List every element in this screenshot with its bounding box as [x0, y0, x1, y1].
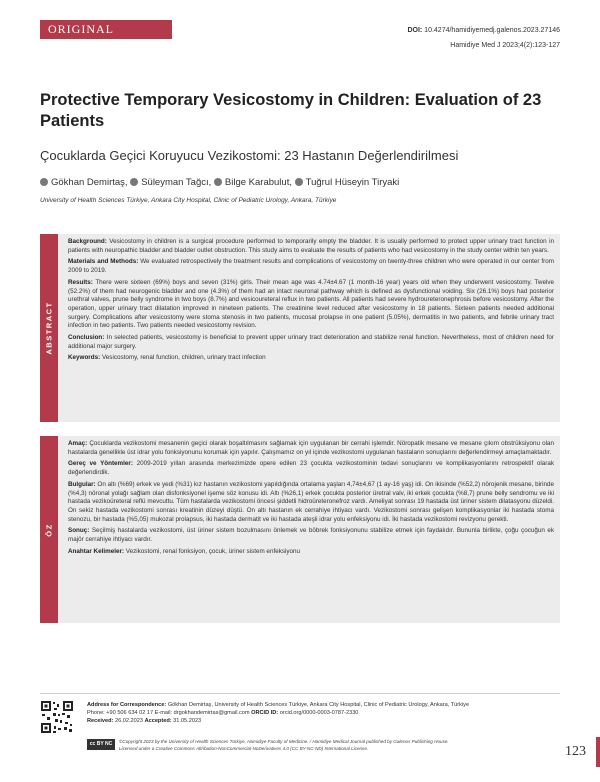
qr-code-icon[interactable] [40, 700, 74, 734]
oz-yontem: Gereç ve Yöntemler: 2009-2019 yılları arasında merkezimizde opere edilen 23 çocukta vezikostominin tedavi sonuçlarını ve komplikasyonlarını retrospektif olarak değerlendirdik. [68, 460, 555, 477]
oz-amac: Amaç: Çocuklarda vezikostomi mesanenin geçici olarak boşaltılmasını sağlamak için uygulanan bir cerrahi işlemdir. Nöropatik mesane ve mesane çıkım obstrüksiyonu olan hastalarda genellikle üst idrar yolu fonksiyonunu korumak için yapılır. Çalışmamız on yıl içinde vezikostomi uygulanan hastaların sonuçlarını değerlendirmeyi amaçlamaktadır. [68, 440, 555, 456]
author-name: Bilge Karabulut, [224, 177, 292, 188]
doi-link[interactable]: 10.4274/hamidiyemedj.galenos.2023.27146 [424, 27, 560, 34]
abstract-background: Background: Vesicostomy in children is a surgical procedure performed to temporarily empty the bladder. It is usually performed to protect upper urinary tract function in patients with neuropathic bladder and bladder outlet obstruction. This study aims to evaluate the results of patients who had vesicostomy in the study center within ten years. [68, 238, 554, 254]
author-name: Tuğrul Hüseyin Tiryaki [305, 177, 400, 188]
abstract-conclusion: Conclusion: In selected patients, vesicostomy is beneficial to prevent upper urinary tract deterioration and stabilize renal function. Nevertheless, most of children need for additional major surgery. [68, 334, 555, 350]
abstract-label: ABSTRACT [44, 301, 54, 355]
orcid-icon[interactable] [295, 178, 303, 186]
orcid-link[interactable]: orcid.org/0000-0003-0787-2330 [279, 710, 359, 717]
doi-line: DOI: 10.4274/hamidiyemedj.galenos.2023.27146 [407, 27, 560, 34]
oz-bulgular: Bulgular: On altı (%69) erkek ve yedi (%31) kız hastanın vezikostomi yapıldığında ortalama yaşları 4,74±4,67 (1 ay-16 yaş) idi. On ikisinde (%52,2) nörojenik mesane, birinde (%4,3) nöronal yolağı sağlam olan disfonksiyonel işeme söz konusu idi. Altı (%26,1) erkek çocukta posterior üretral valv, iki erkek çocukta (%8,7) prune belly sendromu ve iki hastada vezikoüreteral reflü mevcuttu. Tüm hastalarda vezikostomi öncesi şiddetli hidroüreteronefroz vardı. Ameliyat sonrası 19 hastada üst üriner sistem dilatasyonu düzeldi. On sekiz hastada vezikostomi sonrası kreatinin düzeyi düştü. On altı hastanın ek cerrahiye ihtiyacı vardı. Vezikostomi sonrası gelişen komplikasyonlar iki hastada stoma stenozu, bir hastada (%5,05) mukozal prolapsus, iki hastada dermatit ve iki hastada ateşli idrar yolu enfeksiyonu idi. İki hastada vezikostomi revizyonu gerekti. [68, 480, 554, 523]
abstract-methods: Materials and Methods: We evaluated retrospectively the treatment results and complications of vesicostomy on twenty-three children who were operated in our center from 2009 to 2019. [68, 258, 555, 275]
abstract-sidebar [40, 234, 58, 422]
article-type: ORIGINAL ARTICLE [48, 22, 114, 55]
correspondence-contact: Phone: +90 506 634 02 17 E-mail: drgokhandemirtas@gmail.com ORCID ID: orcid.org/0000-0003-0787-2330 [87, 710, 359, 717]
article-subtitle: Çocuklarda Geçici Koruyucu Vezikostomi: 23 Hastanın Değerlendirilmesi [40, 148, 459, 163]
page-number: 123 [565, 744, 586, 759]
author-list [40, 177, 580, 188]
page-accent-bar [596, 737, 600, 767]
orcid-icon[interactable] [40, 178, 48, 186]
dates: Received: 26.02.2023 Accepted: 31.05.2023 [87, 718, 202, 725]
orcid-icon[interactable] [130, 178, 138, 186]
oz-box [40, 436, 560, 623]
correspondence-block [87, 701, 557, 726]
copyright-notice: ©Copyright 2023 by the University of Health Sciences Türkiye, Hamidiye Faculty of Medicine. / Hamidiye Medical Journal published by Galenos Publishing House. Licensed under a Creative Commons Attribution-NonCommercial-NoDerivatives 4.0 (CC BY-NC-ND) International License. [119, 739, 449, 751]
oz-sonuc: Sonuç: Seçilmiş hastalarda vezikostomi, üst üriner sistem bozulmasını önlemek ve böbrek fonksiyonunu stabilize etmek için faydalıdır. Bununla birlikte, çoğu çocuğun ek majör cerrahiye ihtiyacı vardır. [68, 527, 555, 544]
cc-license-icon[interactable]: cc BY NC ND [87, 739, 115, 750]
oz-sidebar [40, 436, 58, 623]
author-name: Gökhan Demirtaş, [51, 177, 128, 188]
footer-divider [40, 693, 560, 694]
article-type-band [40, 20, 172, 55]
oz-label: ÖZ [44, 522, 54, 537]
journal-ref: Hamidiye Med J 2023;4(2):123-127 [450, 42, 560, 49]
abstract-results: Results: There were sixteen (69%) boys and seven (31%) girls. Their mean age was 4.74±4.67 (1 month-16 year) years old when they underwent vesicostomy. Twelve (52.2%) of them had neurogenic bladder and one (4.3%) of them had an intact neuronal pathway which is defined as dysfunctional voiding. Six (26.1%) boys had posterior urethral valves, prune belly syndrome in two boys (8.7%) and vesicoureteral reflux in two patients. All patients had severe hydroureteronephrosis before vesicostomy. After the operation, upper urinary tract dilatation improved in nineteen patients. The creatinine level reduced after vesicostomy in 18 patients. Sixteen patients needed additional surgery. Complications after vesicostomy were stoma stenosis in two patients, mucosal prolapse in one patient (5.05%), dermatitis in two patients, and febrile urinary tract infection in two patients. Two patients needed vesicostomy revision. [68, 278, 554, 330]
correspondence-address: Address for Correspondence: Gökhan Demirtaş, University of Health Sciences Türkiye, Ankara City Hospital, Clinic of Pediatric Urology, Ankara, Türkiye [87, 702, 470, 708]
orcid-icon[interactable] [214, 178, 222, 186]
abstract-box [40, 234, 560, 422]
article-title: Protective Temporary Vesicostomy in Children: Evaluation of 23 Patients [40, 91, 542, 130]
abstract-keywords: Keywords: Vesicostomy, renal function, children, urinary tract infection [68, 354, 266, 362]
affiliation: University of Health Sciences Türkiye, Ankara City Hospital, Clinic of Pediatric Urology, Ankara, Türkiye [40, 197, 337, 204]
abstract-content [68, 238, 554, 366]
author-name: Süleyman Tağcı, [141, 177, 212, 188]
oz-anahtar: Anahtar Kelimeler: Vezikostomi, renal fonksiyon, çocuk, üriner sistem enfeksiyonu [68, 547, 301, 555]
oz-content [68, 440, 554, 559]
